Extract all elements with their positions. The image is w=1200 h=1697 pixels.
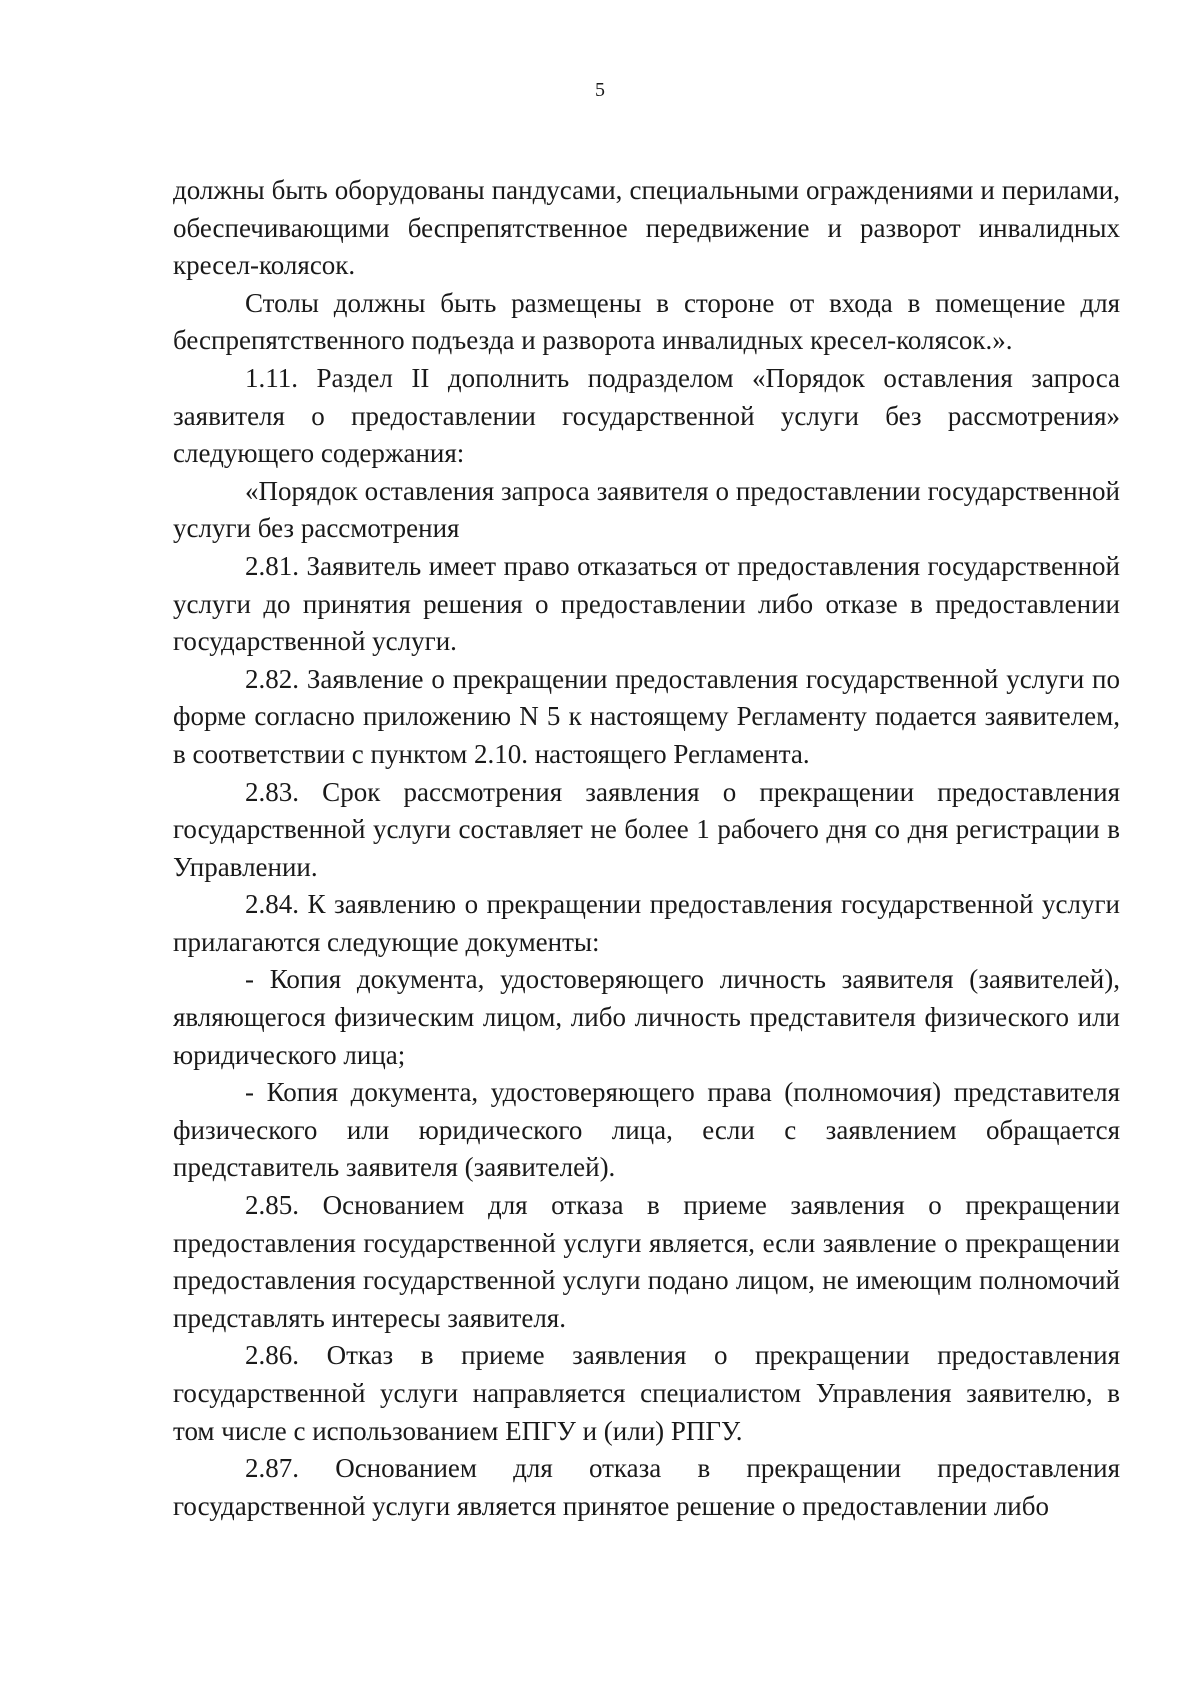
paragraph-1-11: 1.11. Раздел II дополнить подразделом «Порядок оставления запроса заявителя о предоставлении государственной услуги без рассмотрения» следующего содержания: (173, 362, 1120, 469)
paragraph-continuation: должны быть оборудованы пандусами, специальными ограждениями и перилами, обеспечивающими беспрепятственное передвижение и разворот инвалидных кресел-колясок. (173, 175, 1120, 281)
paragraph-2-87: 2.87. Основанием для отказа в прекращении предоставления государственной услуги является принятое решение о предоставлении либо (173, 1453, 1120, 1521)
paragraph-2-83: 2.83. Срок рассмотрения заявления о прекращении предоставления государственной услуги составляет не более 1 рабочего дня со дня регистрации в Управлении. (173, 776, 1120, 882)
page-number: 5 (595, 79, 605, 101)
document-body (173, 172, 1120, 1525)
paragraph-2-82: 2.82. Заявление о прекращении предоставления государственной услуги по форме согласно приложению N 5 к настоящему Регламенту подается заявителем, в соответствии с пунктом 2.10. настоящего Регламента. (173, 663, 1120, 769)
paragraph-2-86: 2.86. Отказ в приеме заявления о прекращении предоставления государственной услуги направляется специалистом Управления заявителю, в том числе с использованием ЕПГУ и (или) РПГУ. (173, 1340, 1120, 1446)
paragraph-2-84: 2.84. К заявлению о прекращении предоставления государственной услуги прилагаются следующие документы: (173, 889, 1120, 957)
paragraph-2-81: 2.81. Заявитель имеет право отказаться от предоставления государственной услуги до принятия решения о предоставлении либо отказе в предоставлении государственной услуги. (173, 550, 1120, 657)
paragraph-2-85: 2.85. Основанием для отказа в приеме заявления о прекращении предоставления государственной услуги является, если заявление о прекращении предоставления государственной услуги подано лицом, не имеющим полномочий представлять интересы заявителя. (173, 1190, 1120, 1333)
list-item-authority-copy: - Копия документа, удостоверяющего права (полномочия) представителя физического или юридического лица, если с заявлением обращается представитель заявителя (заявителей). (173, 1077, 1120, 1183)
subsection-heading: «Порядок оставления запроса заявителя о предоставлении государственной услуги без рассмотрения (173, 475, 1120, 544)
paragraph-tables: Столы должны быть размещены в стороне от входа в помещение для беспрепятственного подъезда и разворота инвалидных кресел-колясок.». (173, 287, 1120, 356)
list-item-identity-copy: - Копия документа, удостоверяющего личность заявителя (заявителей), являющегося физическим лицом, либо личность представителя физического или юридического лица; (173, 964, 1120, 1070)
